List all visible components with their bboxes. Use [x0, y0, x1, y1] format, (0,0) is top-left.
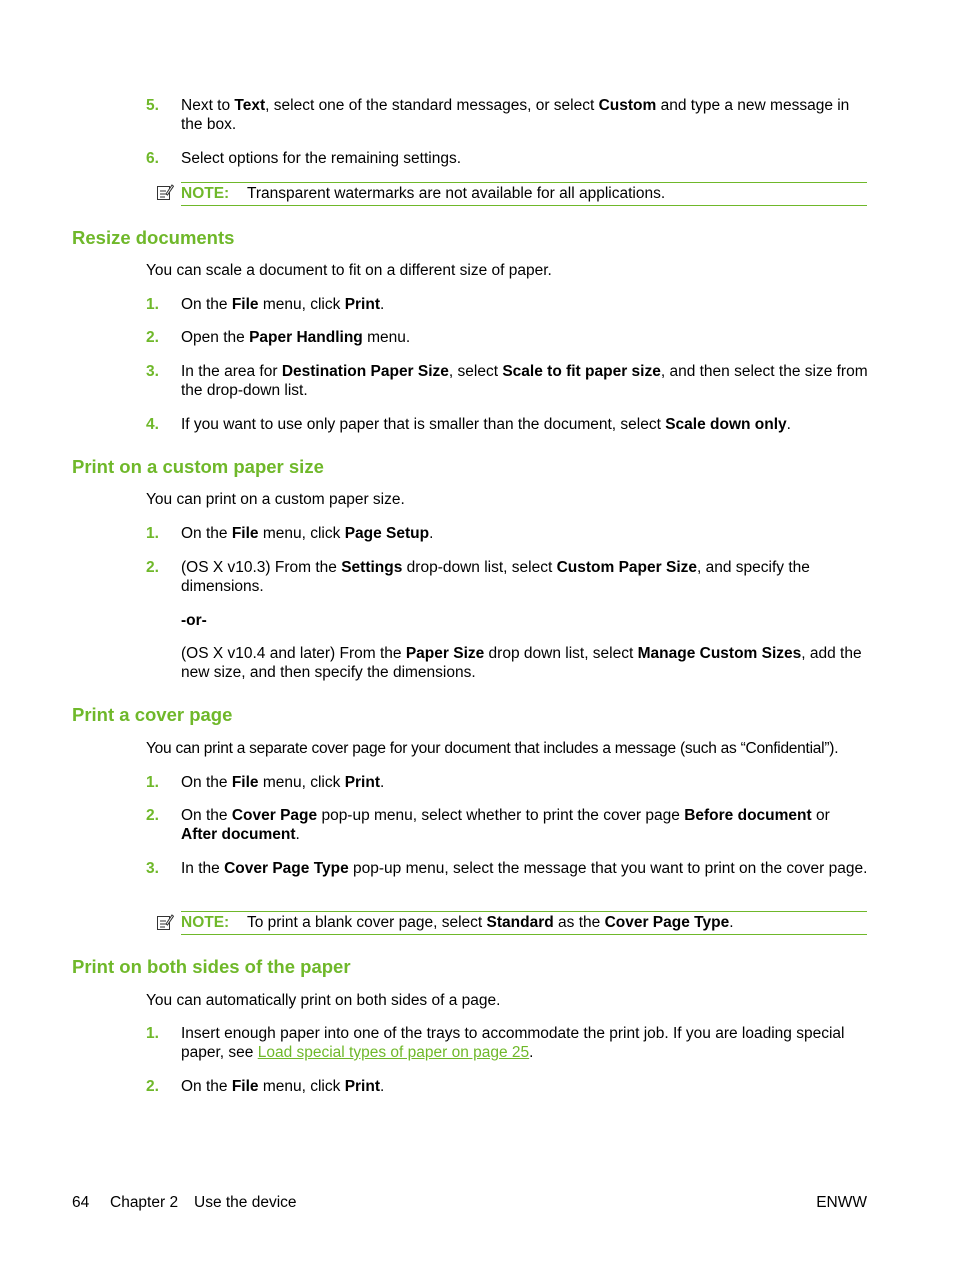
- load-special-paper-link[interactable]: Load special types of paper on page 25: [257, 1044, 530, 1061]
- step-text: On the File menu, click Page Setup.: [181, 525, 434, 542]
- chapter-label: Chapter 2: [110, 1194, 179, 1211]
- step-text: Open the Paper Handling menu.: [181, 329, 411, 346]
- step-number: 1.: [146, 1025, 159, 1042]
- section-intro: You can scale a document to fit on a different size of paper.: [146, 262, 552, 279]
- note-icon: [156, 913, 174, 931]
- section-intro: You can print a separate cover page for your document that includes a message (such as “Confidential”).: [146, 740, 839, 757]
- step-number: 1.: [146, 774, 159, 791]
- section-intro: You can automatically print on both sides of a page.: [146, 992, 501, 1009]
- step-number: 6.: [146, 150, 159, 167]
- step-number: 2.: [146, 329, 159, 346]
- note-box: [181, 911, 867, 935]
- note-label: NOTE:: [181, 914, 230, 931]
- step-text: On the File menu, click Print.: [181, 296, 385, 313]
- step-text: In the Cover Page Type pop-up menu, select the message that you want to print on the cover page.: [181, 860, 868, 877]
- step-number: 4.: [146, 416, 159, 433]
- step-number: 1.: [146, 525, 159, 542]
- step-text: Insert enough paper into one of the trays to accommodate the print job. If you are loading special paper, see Load special types of paper on page 25.: [181, 1025, 845, 1061]
- section-heading-duplex: Print on both sides of the paper: [72, 956, 351, 977]
- section-heading-resize: Resize documents: [72, 227, 235, 248]
- step-text: If you want to use only paper that is smaller than the document, select Scale down only.: [181, 416, 791, 433]
- step-text: On the File menu, click Print.: [181, 1078, 385, 1095]
- step-number: 3.: [146, 363, 159, 380]
- step-text: On the Cover Page pop-up menu, select whether to print the cover page Before document or After document.: [181, 807, 830, 843]
- or-separator: -or-: [181, 612, 207, 629]
- page-number: 64: [72, 1194, 90, 1211]
- note-label: NOTE:: [181, 185, 230, 202]
- step-5-text: Next to Text, select one of the standard messages, or select Custom and type a new message in the box.: [181, 97, 850, 133]
- step-text: In the area for Destination Paper Size, select Scale to fit paper size, and then select the size from the drop-down list.: [181, 363, 868, 399]
- footer-brand: ENWW: [816, 1194, 867, 1211]
- step-number: 1.: [146, 296, 159, 313]
- step-alt-text: (OS X v10.4 and later) From the Paper Size drop down list, select Manage Custom Sizes, add the new size, and then specify the dimensions.: [181, 645, 862, 681]
- step-number: 2.: [146, 807, 159, 824]
- section-heading-cover-page: Print a cover page: [72, 704, 233, 725]
- note-icon: [156, 183, 174, 201]
- step-text: On the File menu, click Print.: [181, 774, 385, 791]
- section-heading-custom-paper: Print on a custom paper size: [72, 456, 324, 477]
- note-text: Transparent watermarks are not available for all applications.: [247, 185, 666, 202]
- step-number: 5.: [146, 97, 159, 114]
- note-text: To print a blank cover page, select Standard as the Cover Page Type.: [247, 914, 734, 931]
- section-intro: You can print on a custom paper size.: [146, 491, 405, 508]
- step-number: 2.: [146, 1078, 159, 1095]
- chapter-title: Use the device: [194, 1194, 297, 1211]
- step-text: (OS X v10.3) From the Settings drop-down list, select Custom Paper Size, and specify the dimensions.: [181, 559, 810, 595]
- note-box: [181, 182, 867, 206]
- step-number: 3.: [146, 860, 159, 877]
- step-number: 2.: [146, 559, 159, 576]
- step-6-text: Select options for the remaining settings.: [181, 150, 462, 167]
